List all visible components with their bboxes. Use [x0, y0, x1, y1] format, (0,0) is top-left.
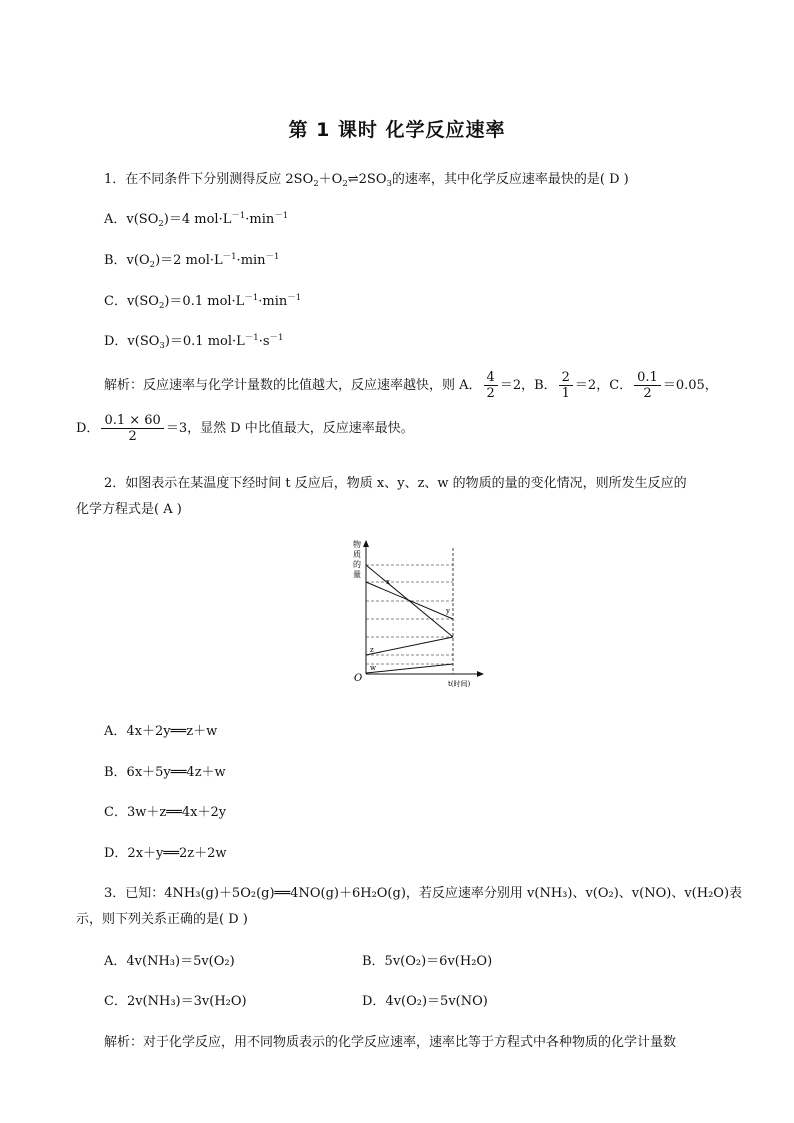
series-z-line [366, 637, 453, 655]
gridlines [366, 565, 453, 664]
q3-option-c: C．2v(NH₃)＝3v(H₂O) [104, 994, 247, 1009]
q3-analysis: 解析：对于化学反应，用不同物质表示的化学反应速率，速率比等于方程式中各种物质的化学计量数 [104, 1035, 677, 1050]
page-title: 第 1 课时 化学反应速率 [288, 119, 506, 141]
q2-option-c: C．3w＋z══4x＋2y [104, 805, 227, 820]
q1-stem: 1．在不同条件下分别测得反应 $2SO_2+O_2\rightleftharpoons 2SO_3$的速率，其中化学反应速率最快的是( D ) [104, 172, 629, 189]
y-label-4: 量 [353, 570, 361, 579]
q1-option-b: B．$v(O_2)=2$ $mol\cdot L^{-1}\cdot\min^{-1}$ [104, 252, 280, 270]
q3-stem-line1: 3．已知：4NH₃(g)＋5O₂(g)══4NO(g)＋6H₂O(g)，若反应速率分别用 v(NH₃)、v(O₂)、v(NO)、v(H₂O)表 [104, 886, 743, 901]
series-w-label: w [370, 664, 376, 672]
y-label-3: 的 [353, 560, 361, 569]
x-axis-label: t(时间) [448, 680, 471, 688]
q1-analysis-line1: 解析：反应速率与化学计量数的比值越大，反应速率越快，则 A． $\frac{4}{2}$ ＝2，B． $\frac{2}{1}$ ＝2，C． $\frac{0.1}{2}$ ＝0.05， [104, 370, 718, 401]
series-y-label: y [446, 607, 450, 615]
q3-option-d: D．4v(O₂)＝5v(NO) [362, 994, 488, 1009]
fraction: $\frac{0.1 \times 60}{2}$ [101, 413, 163, 444]
series-x-label: x [386, 578, 390, 586]
series-w-line [366, 664, 453, 673]
q2-stem-line2: 化学方程式是( A ) [76, 502, 182, 517]
series-z-label: z [370, 646, 374, 654]
x-axis-arrow [477, 671, 484, 677]
q1-option-c: C．$v(SO_2)=0.1$ $mol\cdot L^{-1}\cdot\min^{-1}$ [104, 293, 302, 311]
q2-stem-line1: 2．如图表示在某温度下经时间 t 反应后，物质 x、y、z、w 的物质的量的变化情况，则所发生反应的 [104, 476, 687, 491]
q1-option-d: D．$v(SO_3)=0.1$ $mol\cdot L^{-1}\cdot s^{-1}$ [104, 333, 284, 351]
series-y-line [366, 582, 453, 619]
q1-analysis-line2: D． $\frac{0.1 \times 60}{2}$ ＝3，显然 D 中比值最大，反应速率最快。 [76, 413, 414, 444]
fraction: $\frac{2}{1}$ [559, 370, 573, 401]
q3-option-a: A．4v(NH₃)＝5v(O₂) [104, 954, 235, 969]
y-label-1: 物 [353, 540, 361, 549]
fraction: $\frac{0.1}{2}$ [634, 370, 661, 401]
q2-option-b: B．6x＋5y══4z＋w [104, 765, 226, 780]
q1-option-a: A．$v(SO_2)=4$ $mol\cdot L^{-1}\cdot\min^{-1}$ [104, 211, 289, 229]
q2-option-d: D．2x＋y══2z＋2w [104, 846, 227, 861]
q3-stem-line2: 示，则下列关系正确的是( D ) [76, 912, 248, 927]
reaction-figure [340, 538, 490, 690]
q2-option-a: A．4x＋2y══z＋w [104, 724, 218, 739]
fraction: $\frac{4}{2}$ [484, 370, 498, 401]
origin-label: O [354, 673, 363, 684]
q3-option-b: B．5v(O₂)＝6v(H₂O) [362, 954, 493, 969]
y-axis-arrow [363, 540, 369, 547]
y-label-2: 质 [353, 550, 361, 559]
